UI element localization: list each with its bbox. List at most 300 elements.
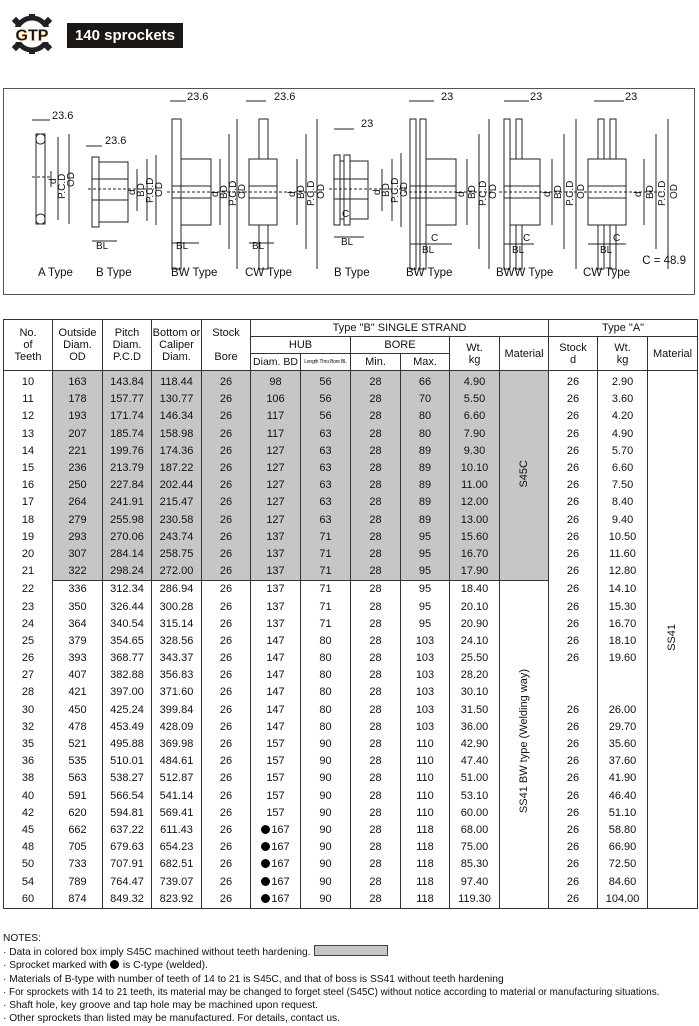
cell-max: 89	[401, 443, 450, 460]
cell-stock: 26	[202, 563, 251, 581]
cell-min: 28	[351, 873, 401, 890]
cell-min: 28	[351, 788, 401, 805]
cell-wt: 53.10	[450, 788, 500, 805]
cell-max: 103	[401, 633, 450, 650]
cell-max: 110	[401, 736, 450, 753]
cell-teeth: 23	[4, 598, 53, 615]
cell-pcd: 594.81	[103, 805, 152, 822]
cell-stock: 26	[202, 512, 251, 529]
dim-width-cw2: 23	[625, 91, 638, 103]
cell-bd: 137	[251, 529, 301, 546]
cell-cal: 243.74	[152, 529, 202, 546]
dim-bl: BL	[176, 241, 189, 252]
cell-stock: 26	[202, 494, 251, 511]
type-label-a: A Type	[38, 267, 73, 279]
cell-a-stock: 26	[549, 460, 598, 477]
cell-a-stock: 26	[549, 770, 598, 787]
table-row	[4, 563, 698, 581]
cell-a-wt: 58.80	[598, 822, 648, 839]
cell-stock: 26	[202, 581, 251, 599]
cell-a-stock: 26	[549, 546, 598, 563]
cell-bd: 167	[251, 856, 301, 873]
cell-pcd: 199.76	[103, 443, 152, 460]
cell-od: 236	[53, 460, 103, 477]
table-row	[4, 684, 698, 701]
table-row	[4, 426, 698, 443]
col-wt-b: Wt. kg	[450, 337, 500, 371]
cell-pcd: 270.06	[103, 529, 152, 546]
cell-od: 535	[53, 753, 103, 770]
cell-pcd: 143.84	[103, 371, 152, 392]
cell-stock: 26	[202, 408, 251, 425]
cell-a-wt: 18.10	[598, 633, 648, 650]
cell-a-wt: 10.50	[598, 529, 648, 546]
cell-od: 336	[53, 581, 103, 599]
cell-wt: 5.50	[450, 391, 500, 408]
cell-cal: 484.61	[152, 753, 202, 770]
dim-od: OD	[66, 172, 77, 187]
cell-bd: 167	[251, 839, 301, 856]
col-bore-max: Max.	[401, 354, 450, 371]
cell-teeth: 30	[4, 702, 53, 719]
table-row	[4, 891, 698, 909]
dim-pcd: P.C.D	[390, 177, 401, 203]
cell-teeth: 22	[4, 581, 53, 599]
sprocket-drawings	[4, 89, 694, 294]
cell-a-wt: 2.90	[598, 371, 648, 392]
c-type-dot-icon	[261, 877, 270, 886]
cell-bd: 147	[251, 633, 301, 650]
cell-bd: 137	[251, 598, 301, 615]
table-row	[4, 391, 698, 408]
cell-wt: 47.40	[450, 753, 500, 770]
cell-a-wt: 51.10	[598, 805, 648, 822]
cell-cal: 187.22	[152, 460, 202, 477]
table-row	[4, 873, 698, 890]
cell-cal: 202.44	[152, 477, 202, 494]
cell-a-wt: 16.70	[598, 616, 648, 633]
cell-a-wt: 6.60	[598, 460, 648, 477]
c-type-dot-icon	[261, 859, 270, 868]
cell-min: 28	[351, 616, 401, 633]
cell-pcd: 679.63	[103, 839, 152, 856]
cell-wt: 68.00	[450, 822, 500, 839]
cell-a-wt: 9.40	[598, 512, 648, 529]
cell-stock: 26	[202, 477, 251, 494]
cell-wt: 36.00	[450, 719, 500, 736]
cell-cal: 371.60	[152, 684, 202, 701]
cell-min: 28	[351, 426, 401, 443]
dim-bd: BD	[553, 185, 564, 199]
dim-bd: BD	[467, 185, 478, 199]
cell-bd: 127	[251, 443, 301, 460]
bore-header: BORE	[351, 337, 450, 354]
cell-cal: 230.58	[152, 512, 202, 529]
cell-bl: 71	[301, 616, 351, 633]
cell-wt: 15.60	[450, 529, 500, 546]
dim-width-a: 23.6	[52, 110, 74, 122]
logo-text: GTP	[15, 27, 49, 45]
cell-cal: 682.51	[152, 856, 202, 873]
type-label-bww: BWW Type	[496, 267, 554, 279]
cell-pcd: 255.98	[103, 512, 152, 529]
dim-d: d	[48, 178, 59, 184]
cell-bl: 80	[301, 633, 351, 650]
cell-a-wt: 11.60	[598, 546, 648, 563]
cell-wt: 13.00	[450, 512, 500, 529]
material-a-ss41: SS41	[648, 371, 698, 909]
cell-od: 393	[53, 650, 103, 667]
type-label-bw: BW Type	[171, 267, 218, 279]
cell-stock: 26	[202, 667, 251, 684]
cell-stock: 26	[202, 702, 251, 719]
col-material-b: Material	[500, 337, 549, 371]
cell-cal: 215.47	[152, 494, 202, 511]
dim-d: d	[372, 189, 383, 195]
cell-stock: 26	[202, 546, 251, 563]
note-item: · Shaft hole, key groove and tap hole may be machined upon request.	[3, 1000, 318, 1012]
cell-wt: 17.90	[450, 563, 500, 581]
cell-pcd: 227.84	[103, 477, 152, 494]
cell-a-wt: 15.30	[598, 598, 648, 615]
cell-teeth: 50	[4, 856, 53, 873]
cell-a-wt: 66.90	[598, 839, 648, 856]
table-row	[4, 667, 698, 684]
cell-wt: 30.10	[450, 684, 500, 701]
dim-width-bw2: 23	[441, 91, 454, 103]
cell-teeth: 10	[4, 371, 53, 392]
cell-a-wt: 26.00	[598, 702, 648, 719]
table-row	[4, 512, 698, 529]
type-label-b: B Type	[96, 267, 132, 279]
cell-min: 28	[351, 839, 401, 856]
c-type-dot-icon	[261, 894, 270, 903]
cell-wt: 7.90	[450, 426, 500, 443]
table-row	[4, 633, 698, 650]
notes-title: NOTES:	[3, 933, 41, 944]
cell-min: 28	[351, 805, 401, 822]
cell-pcd: 340.54	[103, 616, 152, 633]
dim-d: d	[127, 189, 138, 195]
cell-min: 28	[351, 477, 401, 494]
cell-od: 874	[53, 891, 103, 909]
cell-a-stock: 26	[549, 856, 598, 873]
cell-teeth: 54	[4, 873, 53, 890]
table-row	[4, 736, 698, 753]
cell-bd: 127	[251, 494, 301, 511]
cell-bd: 167	[251, 891, 301, 909]
cell-a-wt: 4.90	[598, 426, 648, 443]
dim-od: OD	[154, 182, 165, 197]
cell-max: 95	[401, 598, 450, 615]
dim-bl: BL	[422, 245, 435, 256]
cell-max: 118	[401, 891, 450, 909]
cell-wt: 28.20	[450, 667, 500, 684]
cell-bd: 127	[251, 460, 301, 477]
table-row	[4, 770, 698, 787]
cell-od: 163	[53, 371, 103, 392]
cell-teeth: 32	[4, 719, 53, 736]
cell-od: 178	[53, 391, 103, 408]
cell-bl: 56	[301, 408, 351, 425]
cell-bl: 71	[301, 546, 351, 563]
dim-width-b: 23.6	[105, 135, 127, 147]
dim-pcd: P.C.D	[57, 173, 68, 199]
cell-teeth: 45	[4, 822, 53, 839]
cell-bd: 157	[251, 736, 301, 753]
cell-stock: 26	[202, 719, 251, 736]
cell-stock: 26	[202, 443, 251, 460]
dim-bd: BD	[381, 183, 392, 197]
cell-stock: 26	[202, 856, 251, 873]
type-a-header: Type "A"	[549, 320, 698, 337]
cell-a-stock: 26	[549, 873, 598, 890]
cell-min: 28	[351, 650, 401, 667]
diagram-cw-type-double	[584, 101, 668, 269]
cell-bd: 117	[251, 426, 301, 443]
cell-max: 89	[401, 512, 450, 529]
cell-max: 89	[401, 460, 450, 477]
cell-min: 28	[351, 460, 401, 477]
cell-a-stock: 26	[549, 598, 598, 615]
cell-a-stock: 26	[549, 650, 598, 667]
cell-stock: 26	[202, 736, 251, 753]
cell-pcd: 538.27	[103, 770, 152, 787]
note-item: · Materials of B-type with number of teeth of 14 to 21 is S45C, and that of boss is SS41 without teeth hardening	[3, 973, 504, 985]
cell-cal: 343.37	[152, 650, 202, 667]
cell-cal: 512.87	[152, 770, 202, 787]
dim-pcd: P.C.D	[306, 180, 317, 206]
cell-stock: 26	[202, 426, 251, 443]
cell-bl: 71	[301, 529, 351, 546]
cell-bl: 90	[301, 770, 351, 787]
cell-od: 789	[53, 873, 103, 890]
cell-wt: 11.00	[450, 477, 500, 494]
cell-teeth: 20	[4, 546, 53, 563]
cell-pcd: 326.44	[103, 598, 152, 615]
cell-teeth: 25	[4, 633, 53, 650]
dim-od: OD	[488, 184, 499, 199]
cell-teeth: 16	[4, 477, 53, 494]
col-outside-diam: Outside Diam. OD	[53, 320, 103, 371]
cell-max: 80	[401, 408, 450, 425]
table-row	[4, 477, 698, 494]
cell-stock: 26	[202, 684, 251, 701]
cell-wt: 24.10	[450, 633, 500, 650]
cell-wt: 42.90	[450, 736, 500, 753]
cell-od: 450	[53, 702, 103, 719]
cell-stock: 26	[202, 822, 251, 839]
cell-bd: 157	[251, 770, 301, 787]
cell-min: 28	[351, 736, 401, 753]
cell-min: 28	[351, 443, 401, 460]
cell-stock: 26	[202, 650, 251, 667]
cell-bl: 90	[301, 856, 351, 873]
cell-max: 110	[401, 753, 450, 770]
cell-pcd: 368.77	[103, 650, 152, 667]
note-item: · Other sprockets than listed may be manufactured. For details, contact us.	[3, 1013, 340, 1025]
cell-pcd: 185.74	[103, 426, 152, 443]
cell-cal: 541.14	[152, 788, 202, 805]
col-pitch-diam: Pitch Diam. P.C.D	[103, 320, 152, 371]
cell-wt: 16.70	[450, 546, 500, 563]
cell-teeth: 13	[4, 426, 53, 443]
cell-bd: 98	[251, 371, 301, 392]
cell-od: 421	[53, 684, 103, 701]
cell-bl: 80	[301, 650, 351, 667]
cell-teeth: 48	[4, 839, 53, 856]
cell-bd: 157	[251, 788, 301, 805]
dim-pcd: P.C.D	[565, 180, 576, 206]
col-stock-d: Stock d	[549, 337, 598, 371]
c-dimension-note: C = 48.9	[642, 255, 686, 267]
dim-bl: BL	[512, 245, 525, 256]
cell-wt: 6.60	[450, 408, 500, 425]
cell-cal: 328.56	[152, 633, 202, 650]
cell-stock: 26	[202, 873, 251, 890]
cell-max: 118	[401, 856, 450, 873]
cell-a-stock: 26	[549, 563, 598, 581]
cell-wt: 31.50	[450, 702, 500, 719]
cell-cal: 611.43	[152, 822, 202, 839]
type-label-cw: CW Type	[245, 267, 293, 279]
cell-wt: 20.10	[450, 598, 500, 615]
cell-stock: 26	[202, 371, 251, 392]
cell-od: 350	[53, 598, 103, 615]
dim-c: C	[523, 233, 531, 244]
note-item: · Data in colored box imply S45C machined without teeth hardening.	[3, 945, 659, 959]
cell-min: 28	[351, 633, 401, 650]
dim-od: OD	[669, 184, 680, 199]
hub-header: HUB	[251, 337, 351, 354]
cell-min: 28	[351, 408, 401, 425]
cell-min: 28	[351, 770, 401, 787]
cell-bl: 90	[301, 839, 351, 856]
cell-pcd: 425.24	[103, 702, 152, 719]
cell-teeth: 24	[4, 616, 53, 633]
table-row	[4, 719, 698, 736]
cell-bl: 80	[301, 702, 351, 719]
page-title: 140 sprockets	[67, 23, 183, 48]
table-row	[4, 581, 698, 599]
table-row	[4, 856, 698, 873]
cell-cal: 399.84	[152, 702, 202, 719]
cell-max: 95	[401, 529, 450, 546]
cell-max: 118	[401, 839, 450, 856]
cell-min: 28	[351, 684, 401, 701]
cell-pcd: 241.91	[103, 494, 152, 511]
cell-wt: 4.90	[450, 371, 500, 392]
cell-max: 89	[401, 477, 450, 494]
dim-c: C	[613, 233, 621, 244]
dim-width-cw: 23.6	[274, 91, 296, 103]
cell-min: 28	[351, 667, 401, 684]
cell-max: 118	[401, 822, 450, 839]
dim-bd: BD	[219, 185, 230, 199]
cell-cal: 258.75	[152, 546, 202, 563]
cell-a-stock: 26	[549, 753, 598, 770]
cell-min: 28	[351, 891, 401, 909]
cell-a-stock: 26	[549, 391, 598, 408]
gray-swatch	[314, 945, 388, 956]
cell-bl: 90	[301, 891, 351, 909]
cell-a-stock: 26	[549, 891, 598, 909]
cell-teeth: 17	[4, 494, 53, 511]
cell-bl: 71	[301, 598, 351, 615]
cell-min: 28	[351, 391, 401, 408]
cell-max: 103	[401, 719, 450, 736]
cell-a-stock: 26	[549, 426, 598, 443]
type-label-b2: B Type	[334, 267, 370, 279]
cell-teeth: 21	[4, 563, 53, 581]
cell-od: 293	[53, 529, 103, 546]
cell-bd: 137	[251, 581, 301, 599]
cell-bl: 90	[301, 873, 351, 890]
cell-pcd: 171.74	[103, 408, 152, 425]
cell-a-stock: 26	[549, 477, 598, 494]
cell-bl: 80	[301, 684, 351, 701]
cell-a-wt: 14.10	[598, 581, 648, 599]
type-label-cw2: CW Type	[583, 267, 631, 279]
cell-teeth: 14	[4, 443, 53, 460]
col-material-a: Material	[648, 337, 698, 371]
cell-od: 364	[53, 616, 103, 633]
table-row	[4, 616, 698, 633]
cell-pcd: 707.91	[103, 856, 152, 873]
cell-bl: 63	[301, 426, 351, 443]
cell-wt: 25.50	[450, 650, 500, 667]
cell-min: 28	[351, 598, 401, 615]
cell-min: 28	[351, 494, 401, 511]
cell-od: 250	[53, 477, 103, 494]
cell-wt: 60.00	[450, 805, 500, 822]
cell-min: 28	[351, 702, 401, 719]
type-label-bw2: BW Type	[406, 267, 453, 279]
cell-cal: 739.07	[152, 873, 202, 890]
table-row	[4, 443, 698, 460]
cell-a-stock: 26	[549, 443, 598, 460]
cell-cal: 272.00	[152, 563, 202, 581]
cell-min: 28	[351, 512, 401, 529]
cell-cal: 823.92	[152, 891, 202, 909]
note-item: · Sprocket marked with is C-type (welded).	[3, 960, 208, 972]
c-type-dot-icon	[261, 825, 270, 834]
cell-pcd: 213.79	[103, 460, 152, 477]
cell-pcd: 566.54	[103, 788, 152, 805]
cell-min: 28	[351, 529, 401, 546]
cell-od: 379	[53, 633, 103, 650]
cell-wt: 119.30	[450, 891, 500, 909]
cell-bd: 157	[251, 753, 301, 770]
cell-pcd: 397.00	[103, 684, 152, 701]
c-type-dot-icon	[261, 842, 270, 851]
cell-bd: 137	[251, 616, 301, 633]
cell-cal: 569.41	[152, 805, 202, 822]
cell-cal: 428.09	[152, 719, 202, 736]
c-type-dot-icon	[110, 960, 119, 969]
cell-bl: 90	[301, 753, 351, 770]
cell-max: 110	[401, 770, 450, 787]
dim-bl: BL	[96, 241, 109, 252]
cell-bd: 147	[251, 667, 301, 684]
cell-wt: 9.30	[450, 443, 500, 460]
col-teeth: No. of Teeth	[4, 320, 53, 371]
dim-bl: BL	[252, 241, 265, 252]
cell-stock: 26	[202, 598, 251, 615]
col-caliper-diam: Bottom or Caliper Diam.	[152, 320, 202, 371]
cell-max: 66	[401, 371, 450, 392]
cell-a-stock: 26	[549, 805, 598, 822]
